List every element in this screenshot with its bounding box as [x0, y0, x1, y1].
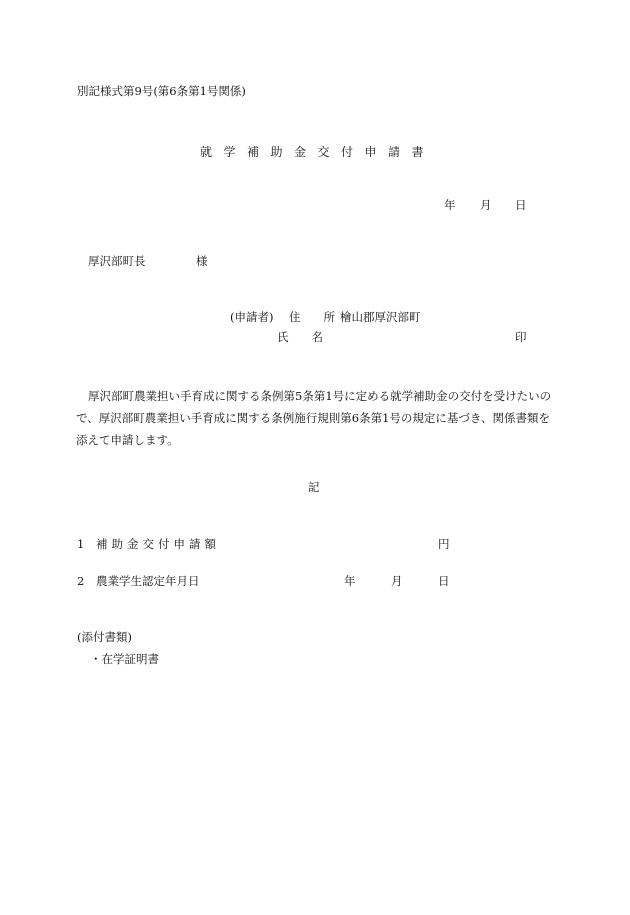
addressee-name: 厚沢部町長	[88, 254, 146, 268]
item-2-day: 日	[438, 574, 450, 588]
form-number: 別記様式第9号(第6条第1号関係)	[77, 84, 246, 98]
name-label: 氏 名	[277, 330, 323, 344]
applicant-prefix: (申請者)	[230, 310, 274, 324]
date-month: 月	[480, 198, 492, 212]
address-label: 住 所	[289, 310, 335, 324]
item-1-unit: 円	[438, 537, 450, 551]
item-2-label: 農業学生認定年月日	[96, 574, 200, 588]
item-2-month: 月	[391, 574, 403, 588]
item-2-year: 年	[344, 574, 356, 588]
date-year: 年	[444, 198, 456, 212]
addressee-honorific: 様	[196, 254, 208, 268]
item-1-number: 1	[77, 537, 85, 551]
item-2-number: 2	[77, 574, 85, 588]
application-statement: 厚沢部町農業担い手育成に関する条例第5条第1号に定める就学補助金の交付を受けたいので、厚沢部町農業担い手育成に関する条例施行規則第6条第1号の規定に基づき、関係書類を添えて申請します。	[76, 389, 552, 447]
attachment-item: ・在学証明書	[90, 652, 159, 666]
attachments-heading: (添付書類)	[77, 630, 132, 644]
seal-mark: 印	[515, 330, 527, 344]
address-value: 檜山郡厚沢部町	[340, 310, 421, 324]
item-1-label: 補助金交付申請額	[96, 537, 220, 551]
date-day: 日	[515, 198, 527, 212]
document-title: 就学補助金交付申請書	[200, 145, 436, 159]
ki-heading: 記	[308, 480, 320, 494]
